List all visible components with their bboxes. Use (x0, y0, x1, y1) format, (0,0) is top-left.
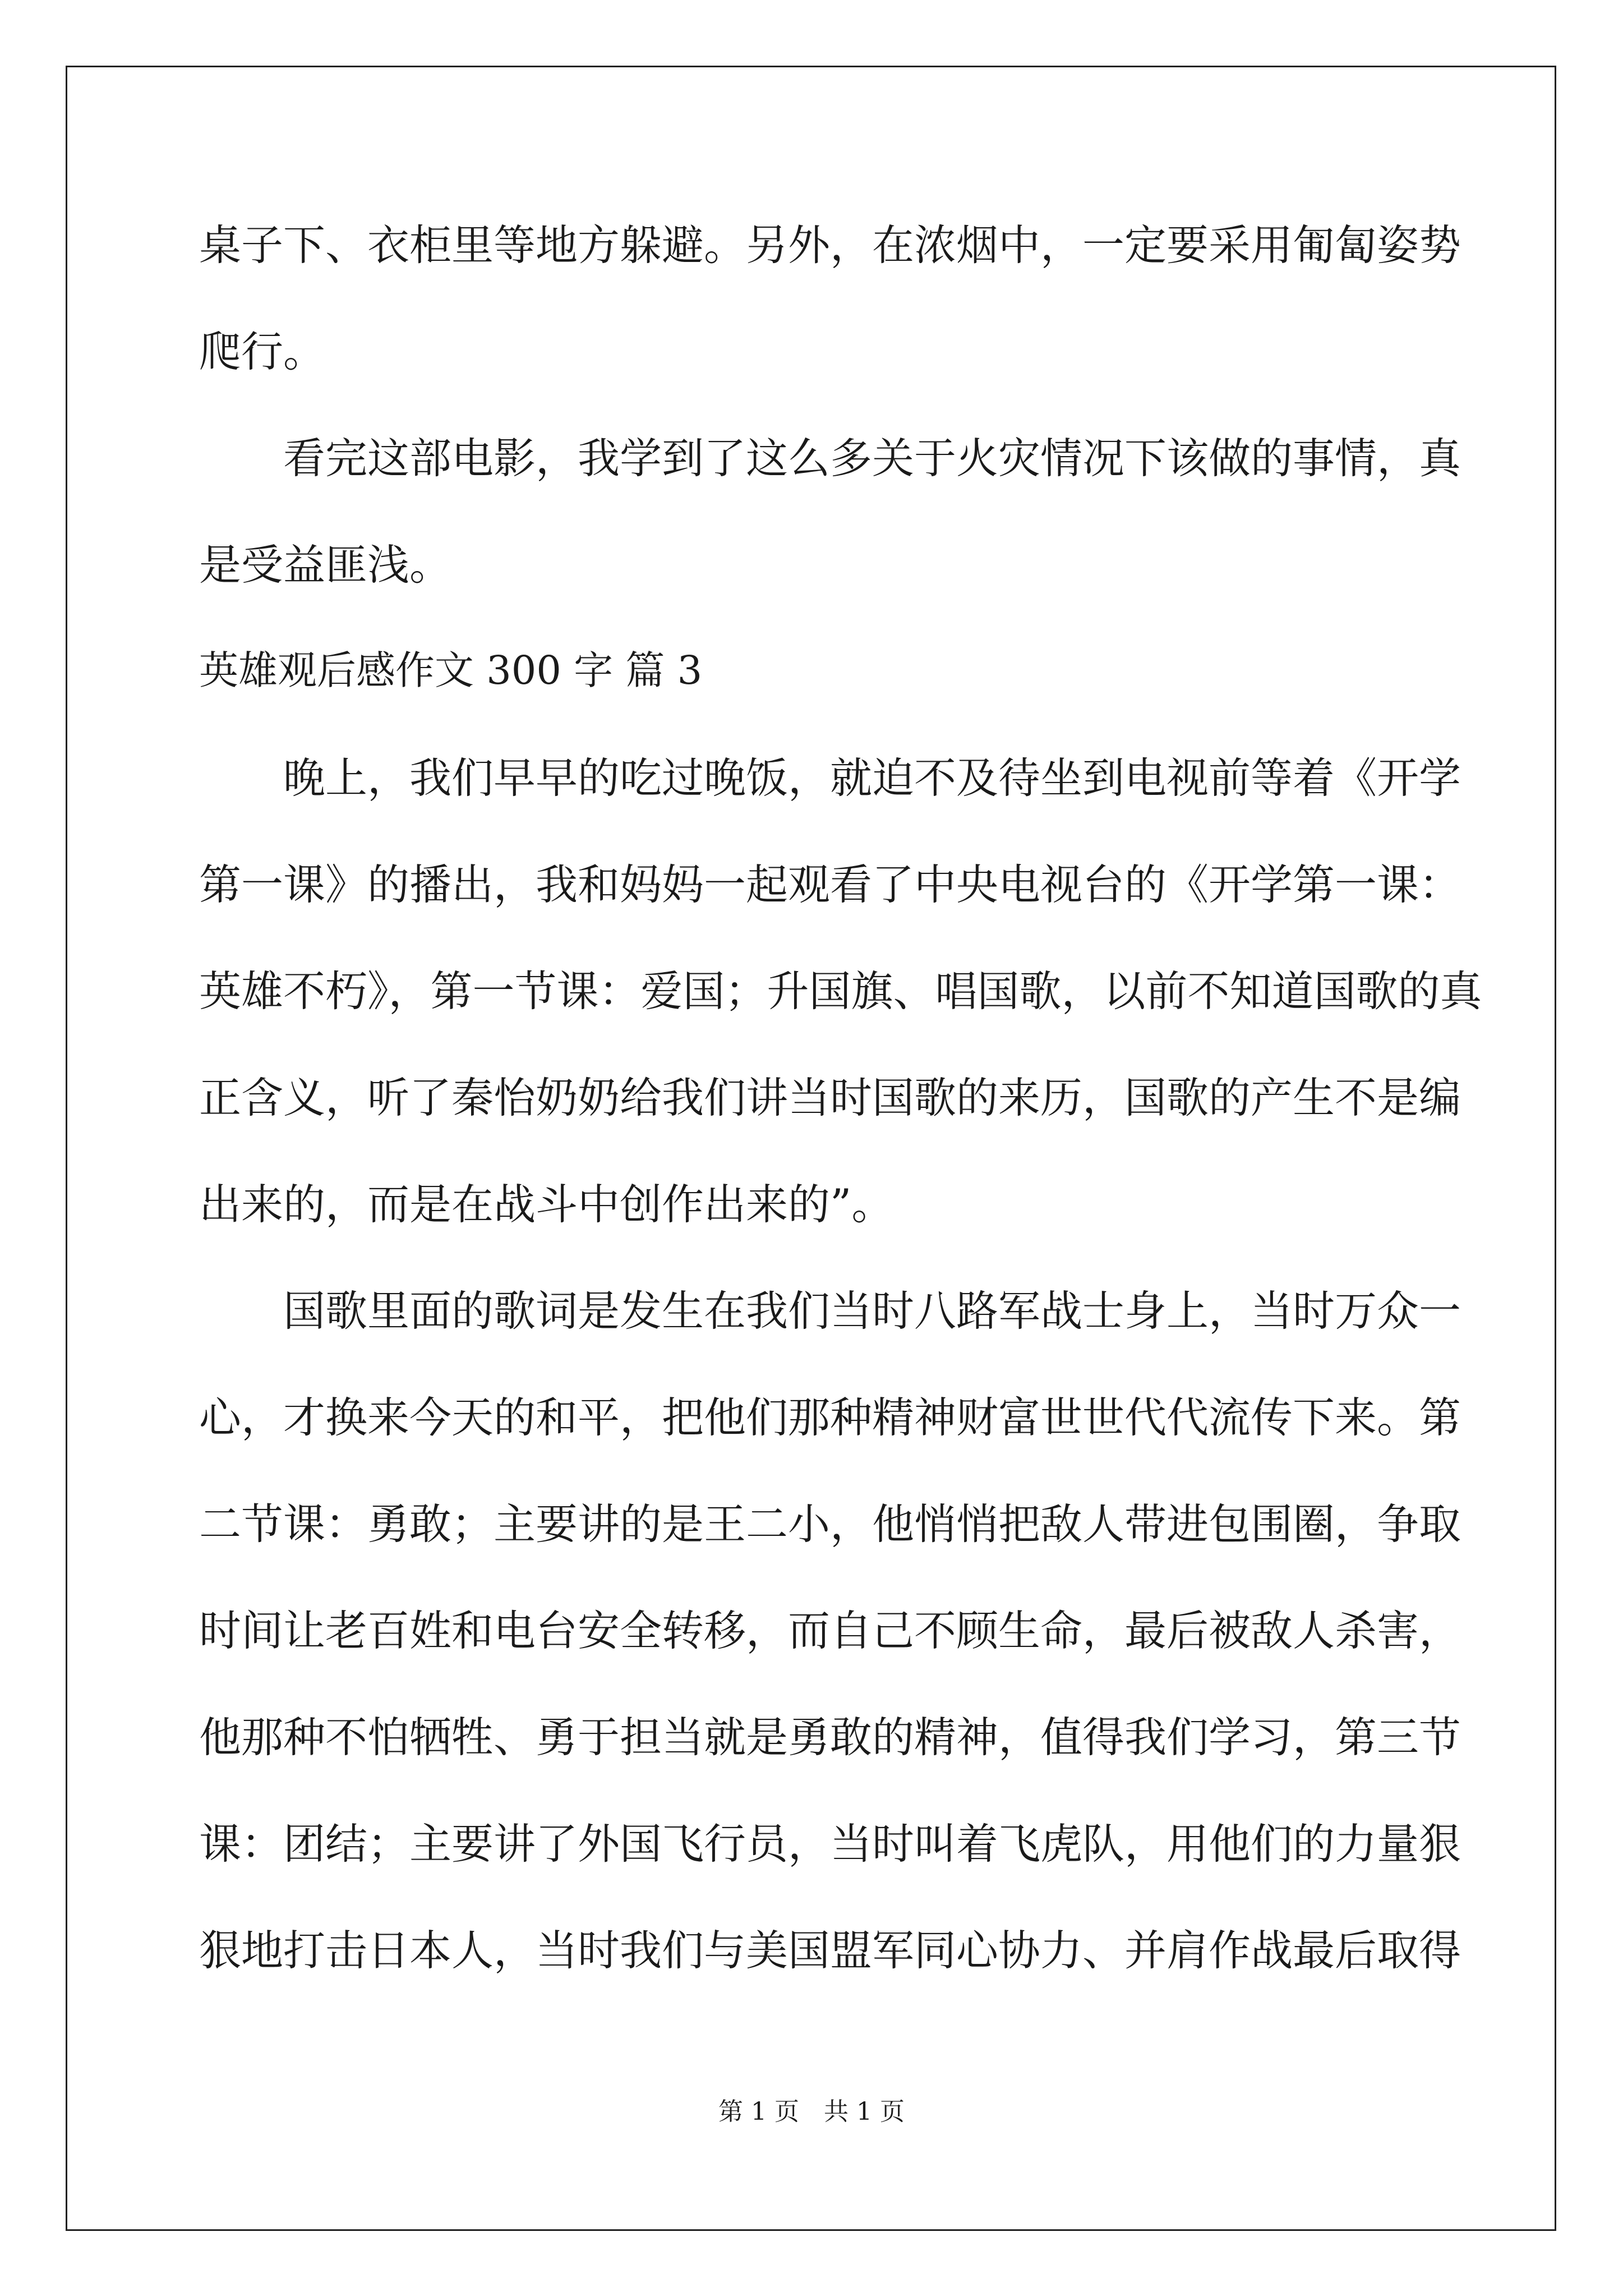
paragraph-line: 正含义，听了秦怡奶奶给我们讲当时国歌的来历，国歌的产生不是编 (199, 1073, 1461, 1122)
paragraph-line: 时间让老百姓和电台安全转移，而自己不顾生命，最后被敌人杀害， (199, 1606, 1461, 1655)
paragraph-line: 国歌里面的歌词是发生在我们当时八路军战士身上，当时万众一 (199, 1286, 1461, 1336)
paragraph-line: 英雄不朽》，第一节课：爱国；升国旗、唱国歌，以前不知道国歌的真 (199, 967, 1482, 1016)
section-heading: 英雄观后感作文 300 字 篇 3 (199, 647, 703, 693)
paragraph-line: 心，才换来今天的和平，把他们那种精神财富世世代代流传下来。第 (199, 1393, 1461, 1442)
page-border (66, 66, 1556, 2231)
paragraph-line: 出来的，而是在战斗中创作出来的”。 (199, 1180, 894, 1229)
paragraph-line: 二节课：勇敢；主要讲的是王二小，他悄悄把敌人带进包围圈，争取 (199, 1499, 1461, 1549)
paragraph-line: 桌子下、衣柜里等地方躲避。另外，在浓烟中，一定要采用匍匐姿势 (199, 220, 1461, 270)
paragraph-line: 爬行。 (199, 327, 326, 376)
paragraph-line: 晚上，我们早早的吃过晚饭，就迫不及待坐到电视前等着《开学 (199, 753, 1461, 803)
paragraph-line: 他那种不怕牺牲、勇于担当就是勇敢的精神，值得我们学习，第三节 (199, 1713, 1461, 1762)
paragraph-line: 是受益匪浅。 (199, 540, 452, 590)
paragraph-line: 课：团结；主要讲了外国飞行员，当时叫着飞虎队，用他们的力量狠 (199, 1819, 1461, 1869)
paragraph-line: 狠地打击日本人，当时我们与美国盟军同心协力、并肩作战最后取得 (199, 1926, 1461, 1975)
paragraph-line: 第一课》的播出，我和妈妈一起观看了中央电视台的《开学第一课： (199, 860, 1461, 909)
page-footer: 第 1 页 共 1 页 (718, 2097, 905, 2126)
paragraph-line: 看完这部电影，我学到了这么多关于火灾情况下该做的事情，真 (199, 434, 1461, 483)
